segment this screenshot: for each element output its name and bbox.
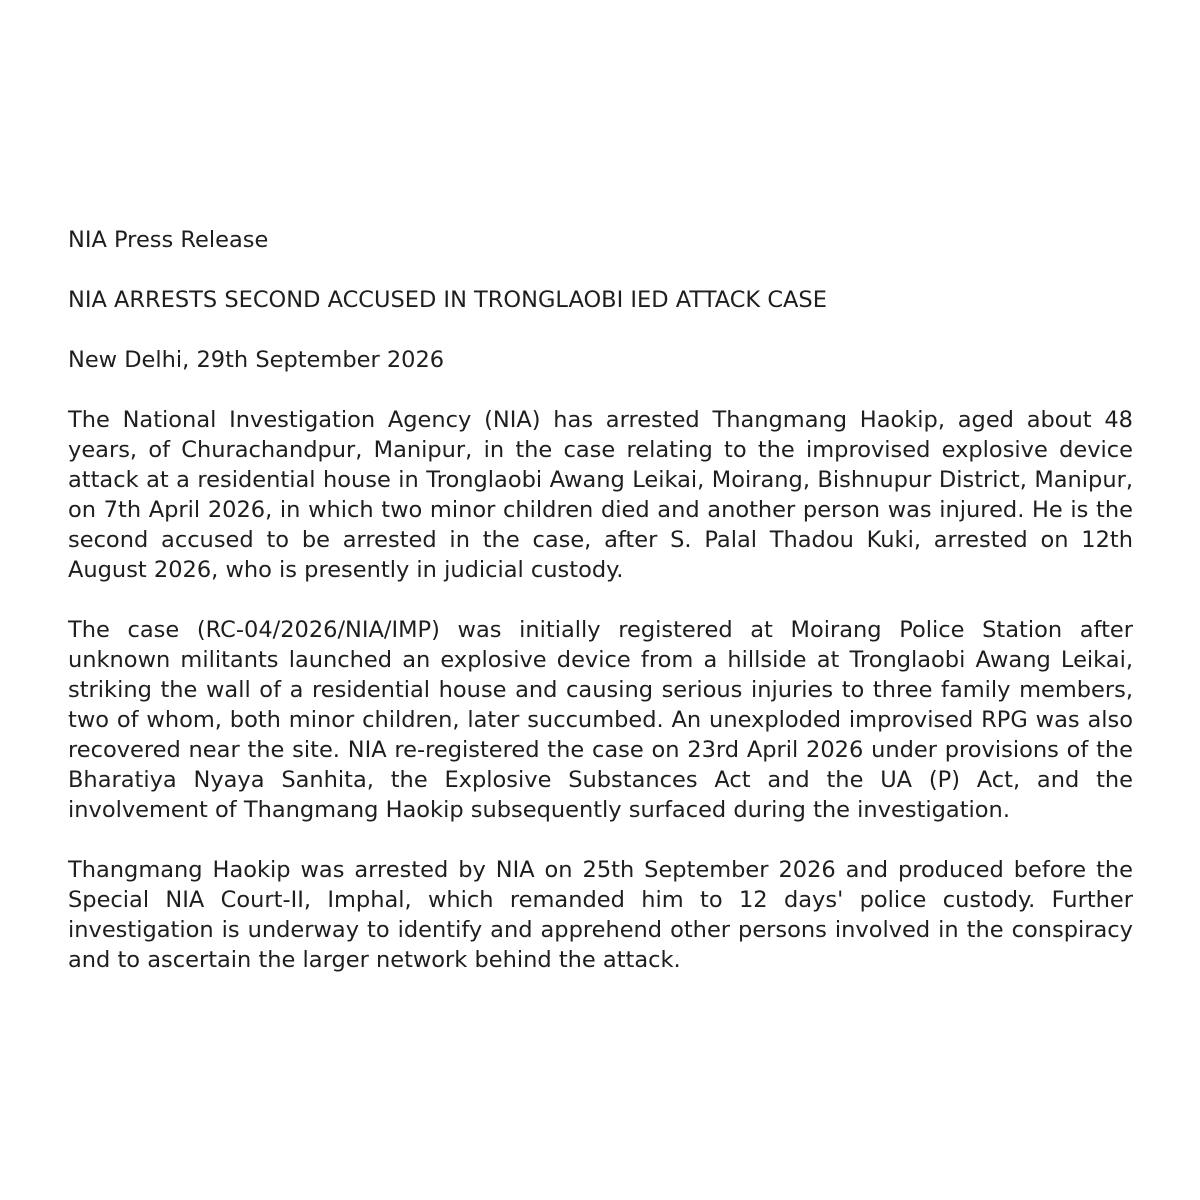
body-paragraph-arrest: The National Investigation Agency (NIA) has arrested Thangmang Haokip, aged about 48 years, of Churachandpur, Manipur, in the case relating to the improvised explosive device attack at a residential house in Tronglaobi Awang Leikai, Moirang, Bishnupur District, Manipur, on 7th April 2026, in which two minor children died and another person was injured. He is the second accused to be arrested in the case, after S. Palal Thadou Kuki, arrested on 12th August 2026, who is presently in judicial custody. [68,407,1133,583]
press-release-document [68,225,1133,1005]
release-headline: NIA ARRESTS SECOND ACCUSED IN TRONGLAOBI IED ATTACK CASE [68,287,827,313]
release-dateline: New Delhi, 29th September 2026 [68,347,445,373]
release-label: NIA Press Release [68,227,269,253]
body-paragraph-case-details: The case (RC-04/2026/NIA/IMP) was initially registered at Moirang Police Station after unknown militants launched an explosive device from a hillside at Tronglaobi Awang Leikai, striking the wall of a residential house and causing serious injuries to three family members, two of whom, both minor children, later succumbed. An unexploded improvised RPG was also recovered near the site. NIA re-registered the case on 23rd April 2026 under provisions of the Bharatiya Nyaya Sanhita, the Explosive Substances Act and the UA (P) Act, and the involvement of Thangmang Haokip subsequently surfaced during the investigation. [68,617,1133,823]
body-paragraph-custody: Thangmang Haokip was arrested by NIA on 25th September 2026 and produced before the Special NIA Court-II, Imphal, which remanded him to 12 days' police custody. Further investigation is underway to identify and apprehend other persons involved in the conspiracy and to ascertain the larger network behind the attack. [68,857,1133,973]
